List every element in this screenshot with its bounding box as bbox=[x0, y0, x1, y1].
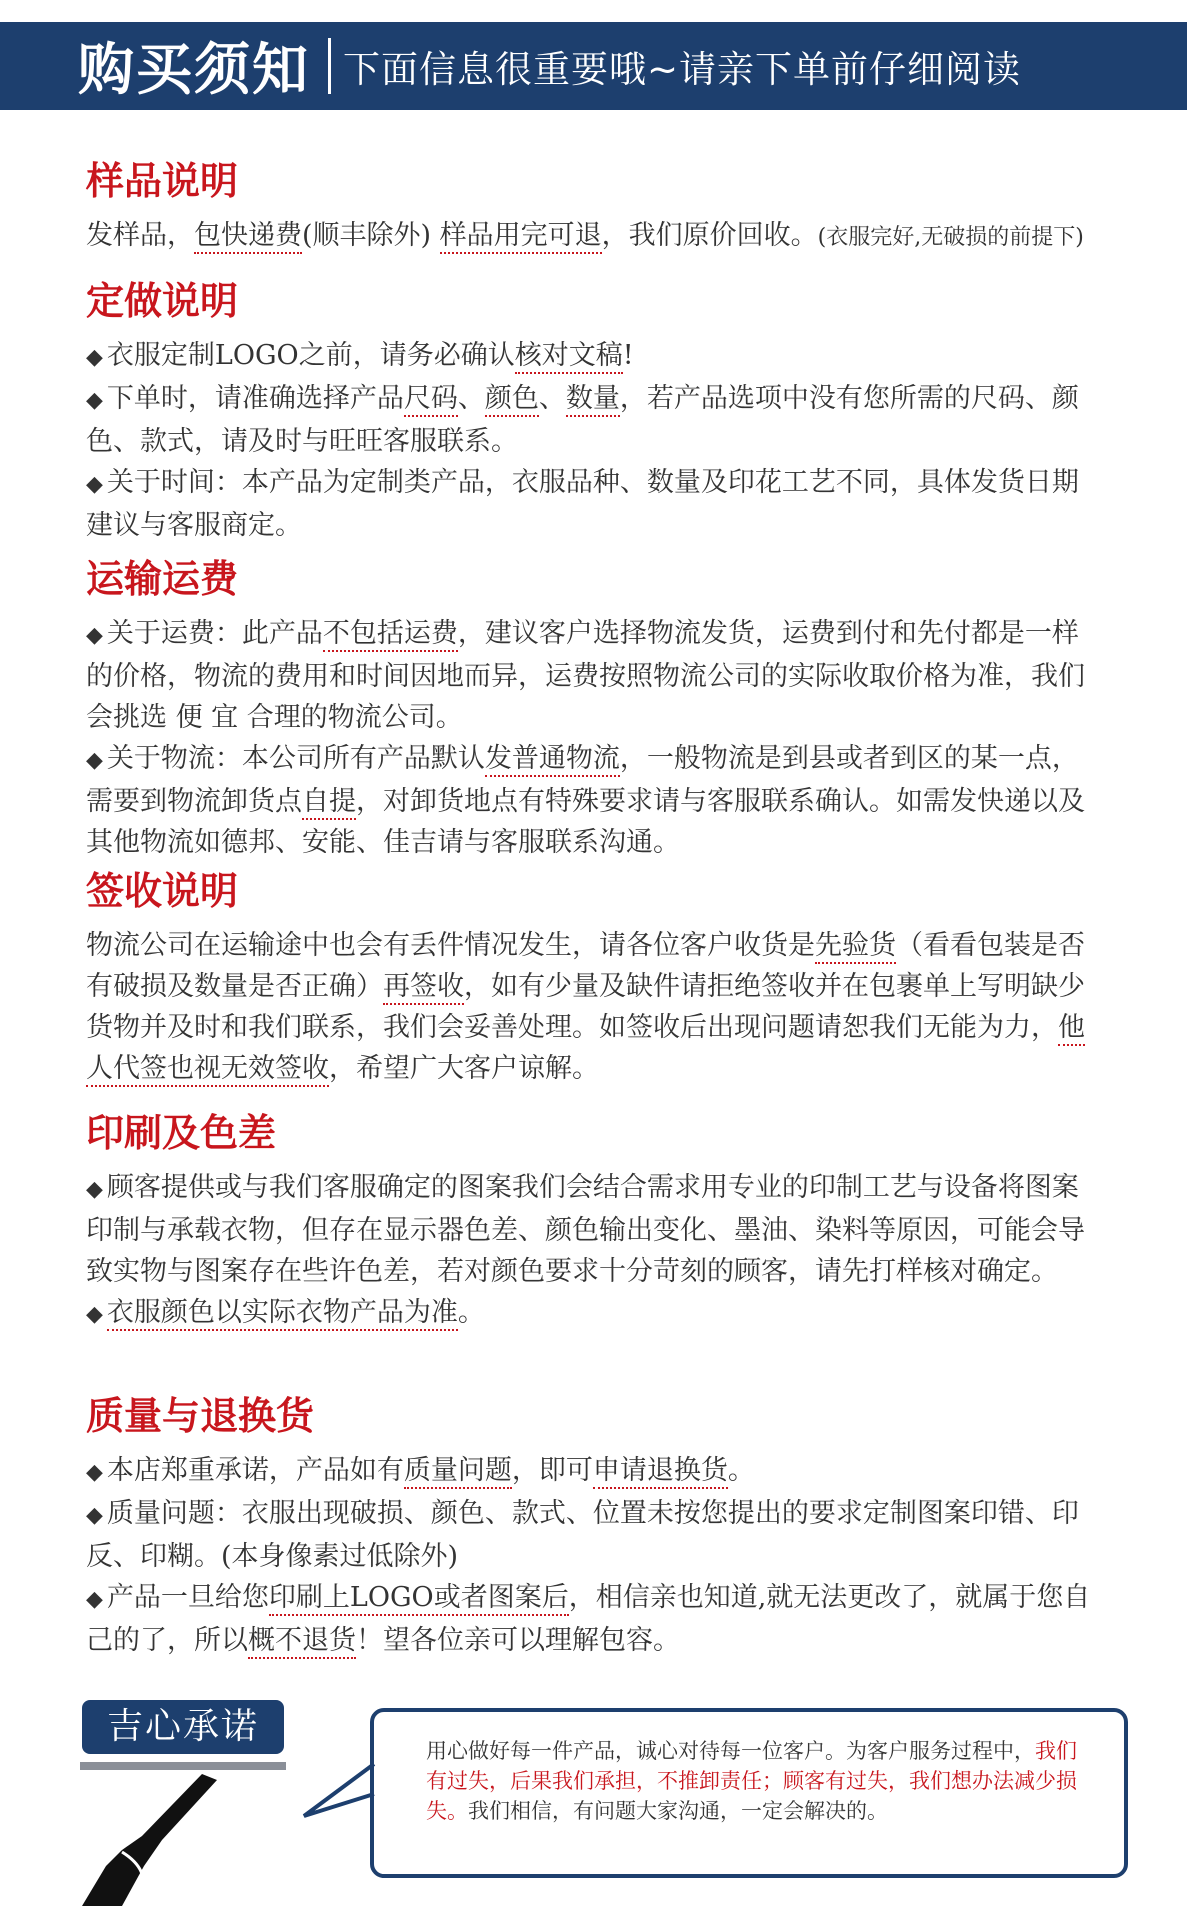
underlined-text: 颜色 bbox=[485, 383, 539, 417]
list-item bbox=[86, 462, 1096, 546]
printing-section bbox=[86, 1102, 1166, 1335]
small-note: (衣服完好,无破损的前提下) bbox=[817, 225, 1084, 250]
section-title: 样品说明 bbox=[86, 159, 239, 203]
underlined-text: 数量 bbox=[566, 383, 620, 417]
text-span: ，我们原价回收。 bbox=[601, 220, 818, 251]
underlined-text: 印刷上LOGO或者图案后 bbox=[269, 1582, 569, 1616]
underlined-text: 概不退货 bbox=[248, 1625, 356, 1659]
diamond-bullet-icon: ◆ bbox=[86, 472, 103, 497]
text-span: 发样品， bbox=[86, 220, 194, 251]
underlined-text: 自提 bbox=[302, 786, 356, 820]
diamond-bullet-icon: ◆ bbox=[86, 388, 103, 413]
diamond-bullet-icon: ◆ bbox=[86, 1302, 103, 1327]
text-span: 物流公司在运输途中也会有丢件情况发生，请各位客户收货是 bbox=[86, 930, 815, 961]
underlined-text: 申请退换货 bbox=[593, 1455, 728, 1489]
diamond-bullet-icon: ◆ bbox=[86, 1587, 103, 1612]
text-span: 质量问题：衣服出现破损、颜色、款式、位置未按您提出的要求定制图案印错、印反、印糊。(本身像素过低除外) bbox=[86, 1498, 1079, 1572]
text-span: 衣服定制LOGO之前，请务必确认 bbox=[106, 340, 515, 371]
underlined-text: 他人代签也视无效签收 bbox=[86, 1012, 1085, 1087]
list-item bbox=[86, 738, 1096, 863]
text-span: 。 bbox=[457, 1297, 485, 1328]
underlined-text: 包快递费 bbox=[194, 220, 302, 254]
text-span: 、 bbox=[538, 383, 566, 414]
section-title: 印刷及色差 bbox=[86, 1111, 277, 1155]
list-item bbox=[86, 1292, 1096, 1335]
list-item bbox=[86, 378, 1096, 462]
sample-text bbox=[86, 215, 1176, 258]
list-item bbox=[86, 1577, 1096, 1661]
list-item bbox=[86, 1493, 1096, 1577]
text-span: 我们相信，有问题大家沟通，一定会解决的。 bbox=[468, 1799, 888, 1823]
underlined-text: 样品用完可退 bbox=[440, 220, 602, 254]
underlined-text: 发普通物流 bbox=[485, 743, 620, 777]
text-span: ，对卸货地点有特殊要求请与客服联系确认。如需发快递以及其他物流如德邦、安能、佳吉请与客服联系沟通。 bbox=[86, 786, 1085, 858]
text-span: ! bbox=[622, 340, 634, 371]
quality-section bbox=[86, 1385, 1166, 1661]
text-span: ，建议客户选择物流发货，运费到付和先付都是一样的价格，物流的费用和时间因地而异，运费按照物流公司的实际收取价格为准，我们会挑选 便 宜 合理的物流公司。 bbox=[86, 618, 1085, 733]
text-span: ！望各位亲可以理解包容。 bbox=[356, 1625, 680, 1656]
serving-hand-icon bbox=[82, 1770, 222, 1910]
list-item bbox=[86, 1167, 1096, 1292]
text-span: 关于时间：本产品为定制类产品，衣服品种、数量及印花工艺不同，具体发货日期建议与客服商定。 bbox=[86, 467, 1079, 541]
list-item bbox=[86, 1450, 1096, 1493]
underlined-text: 不包括运费 bbox=[323, 618, 458, 652]
text-span: 、 bbox=[457, 383, 485, 414]
text-span: ，希望广大客户谅解。 bbox=[329, 1053, 599, 1084]
tray-bar bbox=[80, 1762, 286, 1770]
signoff-text bbox=[86, 925, 1096, 1089]
title-divider bbox=[328, 38, 331, 94]
sample-section bbox=[86, 150, 1166, 258]
underlined-text: 质量问题 bbox=[404, 1455, 512, 1489]
text-span: 关于物流：本公司所有产品默认 bbox=[106, 743, 485, 774]
promise-bubble bbox=[370, 1708, 1128, 1878]
underlined-text: 核对文稿 bbox=[515, 340, 623, 374]
diamond-bullet-icon: ◆ bbox=[86, 623, 103, 648]
section-title: 定做说明 bbox=[86, 279, 239, 323]
section-title: 质量与退换货 bbox=[86, 1394, 315, 1438]
list-item bbox=[86, 613, 1096, 738]
section-title: 运输运费 bbox=[86, 557, 239, 601]
speech-tail-icon bbox=[300, 1760, 380, 1820]
diamond-bullet-icon: ◆ bbox=[86, 1503, 103, 1528]
underlined-text: 先验货 bbox=[815, 930, 896, 964]
text-span: 顾客提供或与我们客服确定的图案我们会结合需求用专业的印制工艺与设备将图案印制与承载衣物，但存在显示器色差、颜色输出变化、墨油、染料等原因，可能会导致实物与图案存在些许色差，若对颜色要求十分苛刻的顾客，请先打样核对确定。 bbox=[86, 1172, 1085, 1287]
text-span: 关于运费：此产品 bbox=[106, 618, 323, 649]
text-span: ，若产品选项中没有您所需的尺码、颜色、款式，请及时与旺旺客服联系。 bbox=[86, 383, 1079, 457]
list-item bbox=[86, 335, 1096, 378]
text-span: 用心做好每一件产品，诚心对待每一位客户。为客户服务过程中， bbox=[426, 1739, 1035, 1763]
text-span: (顺丰除外) bbox=[302, 220, 440, 251]
page-subtitle: 下面信息很重要哦~请亲下单前仔细阅读 bbox=[343, 48, 1022, 91]
signoff-section bbox=[86, 860, 1166, 1089]
diamond-bullet-icon: ◆ bbox=[86, 1460, 103, 1485]
underlined-text: 尺码 bbox=[404, 383, 458, 417]
underlined-text: 再签收 bbox=[383, 971, 464, 1005]
text-span: 下单时，请准确选择产品 bbox=[106, 383, 404, 414]
shipping-section bbox=[86, 548, 1166, 863]
text-span: ，即可 bbox=[511, 1455, 593, 1486]
underlined-text: 衣服颜色以实际衣物产品为准 bbox=[107, 1297, 458, 1331]
section-title: 签收说明 bbox=[86, 869, 239, 913]
text-span: （看看包装是否有破损及数量是否正确） bbox=[86, 930, 1085, 1002]
text-span: ，如有少量及缺件请拒绝签收并在包裹单上写明缺少货物并及时和我们联系，我们会妥善处理。如签收后出现问题请恕我们无能为力， bbox=[86, 971, 1085, 1043]
diamond-bullet-icon: ◆ bbox=[86, 345, 103, 370]
diamond-bullet-icon: ◆ bbox=[86, 748, 103, 773]
text-span: ，一般物流是到县或者到区的某一点，需要到物流卸货点 bbox=[86, 743, 1079, 817]
page-title: 购买须知 bbox=[78, 38, 310, 103]
text-span: ，相信亲也知道,就无法更改了，就属于您自己的了，所以 bbox=[86, 1582, 1091, 1656]
text-span: 。 bbox=[727, 1455, 755, 1486]
diamond-bullet-icon: ◆ bbox=[86, 1177, 103, 1202]
highlight-text: 我们有过失，后果我们承担，不推卸责任；顾客有过失，我们想办法减少损失。 bbox=[426, 1739, 1077, 1823]
promise-badge: 吉心承诺 bbox=[82, 1700, 284, 1754]
text-span: 本店郑重承诺，产品如有 bbox=[106, 1455, 404, 1486]
header-banner bbox=[0, 22, 1187, 110]
text-span: 产品一旦给您 bbox=[106, 1582, 269, 1613]
custom-section bbox=[86, 270, 1166, 546]
